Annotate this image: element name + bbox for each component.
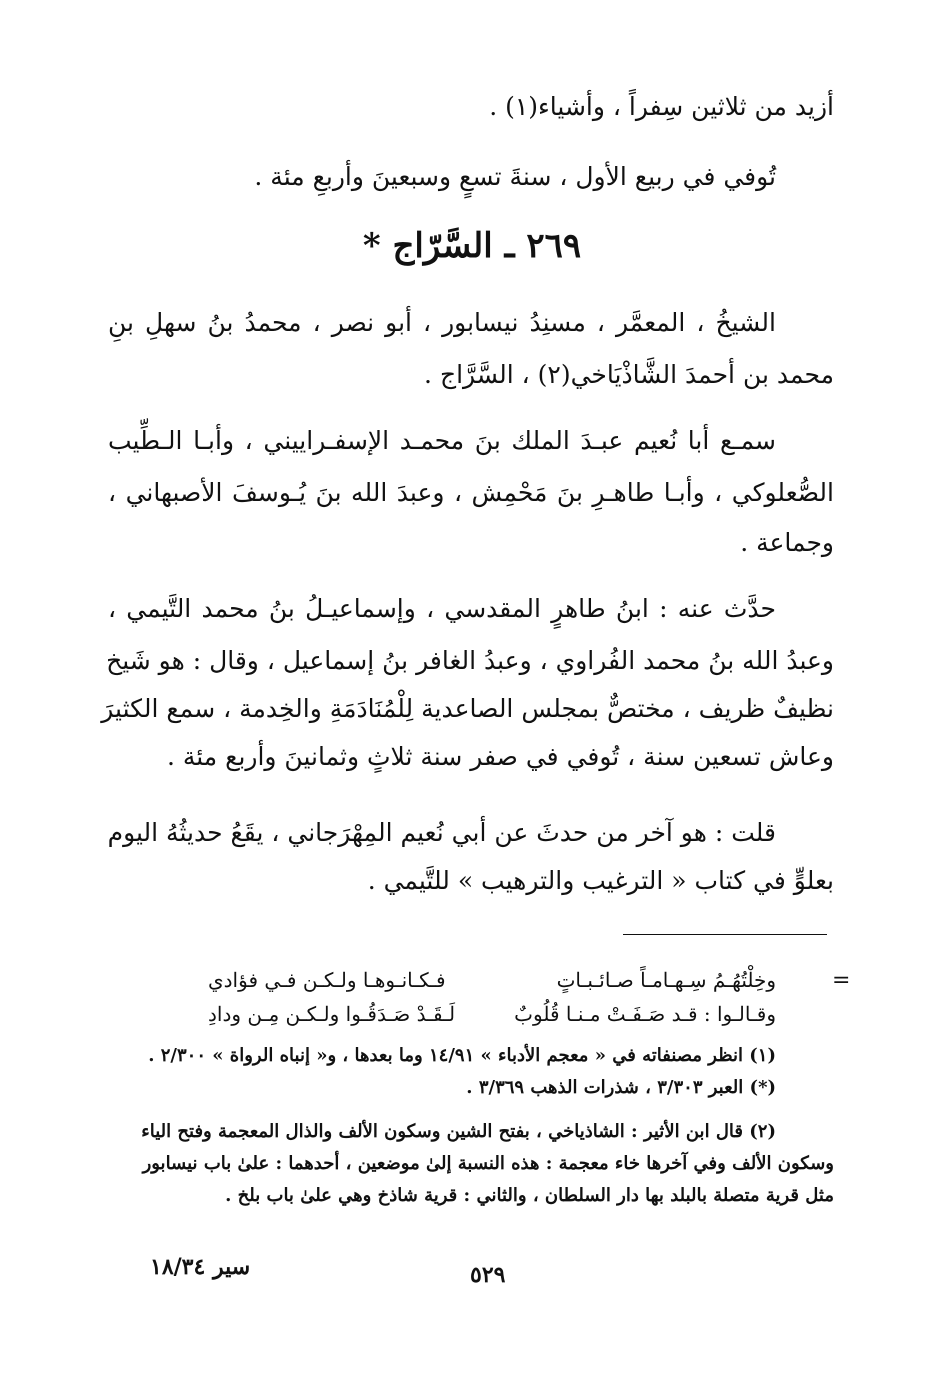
text-line: وجماعة .: [740, 528, 834, 557]
text-line: حدَّث عنه : ابنُ طاهرٍ المقدسي ، وإسماعيـلُ بنُ محمد التَّيمي ،: [108, 594, 776, 623]
text-line: وعبدُ الله بنُ محمد الفُراوي ، وعبدُ الغافر بنُ إسماعيل ، وقال : هو شَيخ: [106, 646, 834, 675]
text-line: سمـع أبا نُعيم عبـدَ الملك بنَ محمـد الإسفـراييني ، وأبـا الـطِّيب: [108, 426, 776, 455]
text-line: تُوفي في ربيع الأول ، سنةَ تسعٍ وسبعينَ وأربعِ مئة .: [254, 162, 776, 191]
text-line: محمد بن أحمدَ الشَّاذْيَاخي(٢) ، السَّرَّاج .: [424, 360, 834, 389]
verse-hemistich-right: وقـالـوا : قـد صَـفَـتْ مـنـا قُلُوبٌ: [514, 1002, 776, 1026]
text-line: وعاش تسعين سنة ، تُوفي في صفر سنة ثلاثٍ وثمانينَ وأربع مئة .: [166, 742, 834, 771]
footnote-line: وسكون الألف وفي آخرها خاء معجمة : هذه النسبة إلىٰ موضعين ، أحدهما : علىٰ باب نيسابور: [142, 1153, 834, 1174]
verse-hemistich-left: لَـقَـدْ صَـدَقُـوا ولـكـن مِـن ودادِ: [208, 1002, 456, 1026]
text-line: قلت : هو آخر من حدثَ عن أبي نُعيم المِهْرَجاني ، يقَعُ حديثُهُ اليوم: [107, 818, 776, 847]
signature-mark: سير ١٨/٣٤: [150, 1254, 251, 1280]
continuation-mark: =: [832, 968, 851, 993]
text-line: الصُّعلوكي ، وأبـا طاهـرِ بنَ مَحْمِش ، وعبدَ الله بنَ يُـوسفَ الأصبهاني ،: [108, 478, 834, 507]
verse-hemistich-right: وخِلْتُهُـمُ سِـهـامـاً صـائـبـاتٍ: [556, 968, 776, 992]
footnote-line: (٢) قال ابن الأثير : الشاذياخي ، بفتح الشين وسكون الألف والذال المعجمة وفتح الياء: [141, 1121, 776, 1142]
footnote-line: (١) انظر مصنفاته في « معجم الأدباء » ١٤/٩١ وما بعدها ، و« إنباه الرواة » ٢/٣٠٠ .: [148, 1045, 776, 1066]
text-line: بعلوٍّ في كتاب « الترغيب والترهيب » للتَّيمي .: [367, 866, 834, 895]
footnote-line: مثل قرية متصلة بالبلد بها دار السلطان ، والثاني : قرية شاذخ وهي علىٰ باب بلخ .: [225, 1185, 834, 1206]
text-line: الشيخُ ، المعمَّر ، مسنِدُ نيسابور ، أبو نصر ، محمدُ بنُ سهلِ بنِ: [108, 308, 776, 337]
page-number: ٥٢٩: [470, 1262, 506, 1288]
footnote-separator: [623, 934, 827, 935]
text-line: نظيفٌ ظريف ، مختصٌّ بمجلس الصاعدية لِلْمُنَادَمَةِ والخِدمة ، سمع الكثيرَ: [101, 694, 834, 723]
verse-hemistich-left: فـكـانـوهـا ولـكـن فـي فؤادي: [208, 968, 446, 992]
footnote-line: (*) العبر ٣/٣٠٣ ، شذرات الذهب ٣/٣٦٩ .: [466, 1077, 776, 1098]
text-line: أزيد من ثلاثين سِفراً ، وأشياء(١) .: [489, 92, 834, 121]
biography-heading: ٢٦٩ ـ السَّرّاج *: [362, 226, 582, 266]
